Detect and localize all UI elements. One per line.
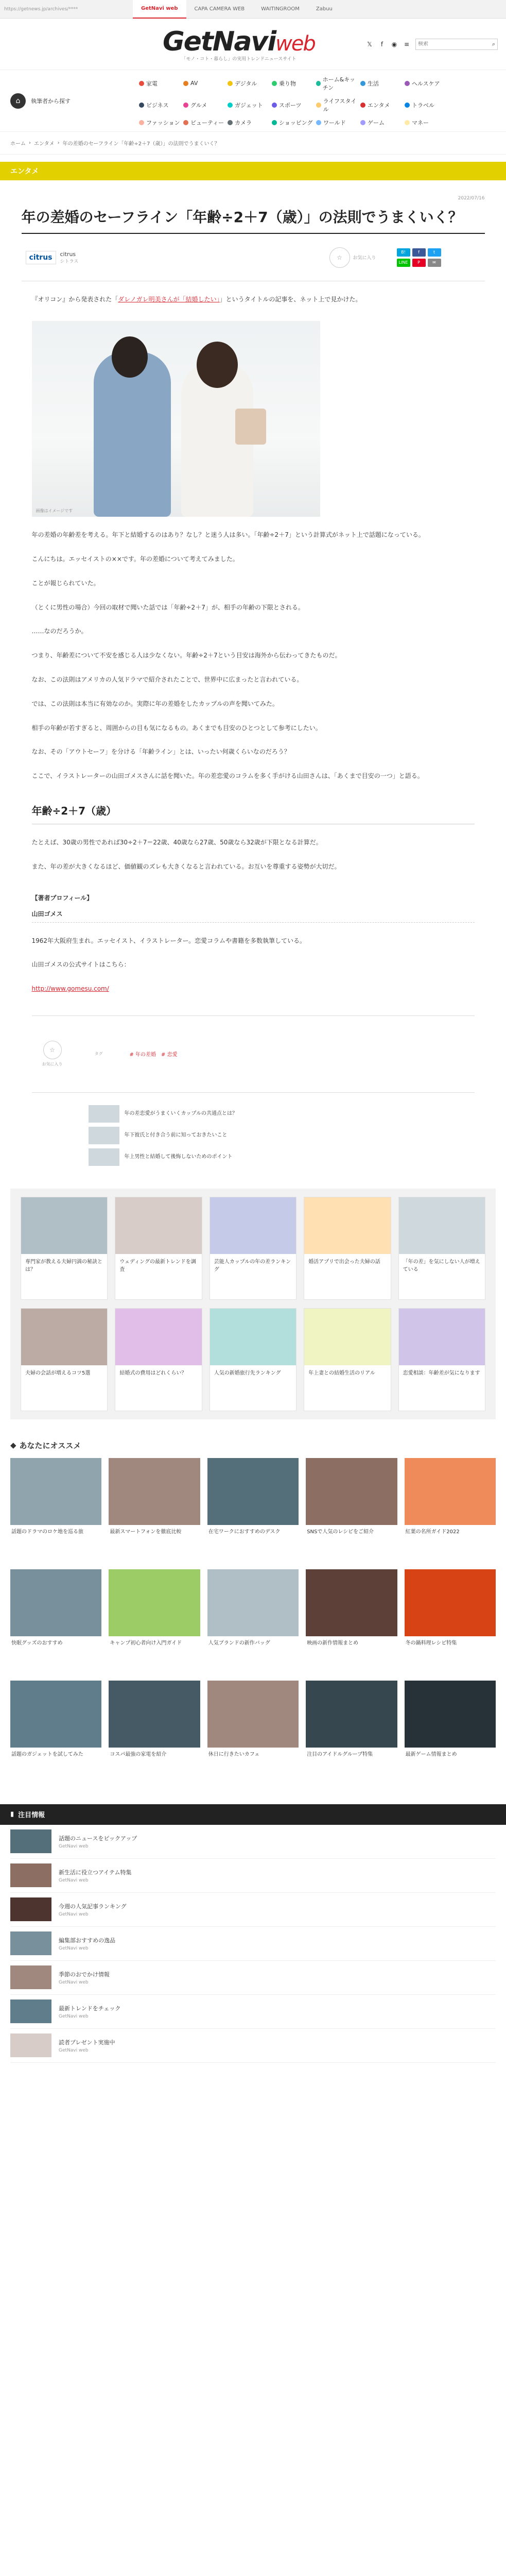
category-dot-icon xyxy=(316,103,321,108)
featured-list xyxy=(0,1825,506,2063)
rss-icon[interactable]: ◉ xyxy=(391,40,397,48)
category-dot-icon xyxy=(272,120,277,125)
article-card[interactable] xyxy=(10,1458,101,1561)
related-title: 年上男性と結婚して後悔しないためのポイント xyxy=(124,1154,233,1160)
article-card[interactable] xyxy=(398,1308,485,1411)
category-label: トラベル xyxy=(412,101,434,109)
article-paragraph: では、この法則は本当に有効なのか。実際に年の差婚をしたカップルの声を聞いてみた。 xyxy=(31,700,278,707)
article-paragraph: ……なのだろうか。 xyxy=(31,628,88,635)
card-thumbnail xyxy=(115,1197,201,1254)
twitter-icon[interactable]: 𝕏 xyxy=(367,40,372,48)
top-bar xyxy=(0,0,506,19)
category-dot-icon xyxy=(360,103,365,108)
card-title: 芸能人カップルの年の差ランキング xyxy=(214,1259,291,1273)
card-thumbnail xyxy=(405,1569,496,1636)
category-item[interactable] xyxy=(139,118,183,127)
card-thumbnail xyxy=(210,1309,296,1365)
subhead-paragraphs xyxy=(32,837,475,873)
card-title: 年上妻との結婚生活のリアル xyxy=(308,1370,375,1376)
category-label: カメラ xyxy=(235,119,252,126)
article-card[interactable] xyxy=(210,1308,296,1411)
share-button[interactable]: P xyxy=(412,259,426,267)
category-dot-icon xyxy=(183,103,188,108)
category-item[interactable] xyxy=(228,75,272,92)
card-title: コスパ最強の家電を紹介 xyxy=(110,1751,167,1757)
category-label: ガジェット xyxy=(235,101,263,109)
author[interactable] xyxy=(26,251,252,264)
tag-favorite[interactable] xyxy=(37,1041,68,1067)
card-title: 快眠グッズのおすすめ xyxy=(11,1640,63,1646)
article-card[interactable] xyxy=(306,1569,397,1672)
card-thumbnail xyxy=(10,1458,101,1525)
article-paragraph: つまり、年齢差について不安を感じる人は少なくない。年齢÷2＋7という目安は海外から伝わってきたものだ。 xyxy=(31,652,341,659)
featured-title: 今週の人気記事ランキング GetNavi web xyxy=(59,1903,127,1917)
article-card[interactable] xyxy=(10,1681,101,1784)
category-dot-icon xyxy=(405,103,410,108)
card-title: 注目のアイドルグループ特集 xyxy=(307,1751,373,1757)
category-item[interactable] xyxy=(272,118,316,127)
facebook-icon[interactable]: f xyxy=(380,40,383,48)
category-label: ホーム&キッチン xyxy=(322,76,356,91)
photo-credit: 画像はイメージです xyxy=(36,509,73,514)
tag-section xyxy=(83,1051,114,1057)
article-paragraph: ことが報じられていた。 xyxy=(31,579,100,587)
card-title: 「年の差」を気にしない人が増えている xyxy=(403,1259,480,1273)
category-label: AV xyxy=(190,80,198,87)
card-title: 夫婦の会話が増えるコツ5選 xyxy=(25,1370,91,1376)
featured-title: 話題のニュースをピックアップ GetNavi web xyxy=(59,1835,137,1849)
featured-title: 新生活に役立つアイテム特集 GetNavi web xyxy=(59,1869,132,1883)
card-title: SNSで人気のレシピをご紹介 xyxy=(307,1529,374,1535)
related-title: 年の差恋愛がうまくいくカップルの共通点とは？ xyxy=(124,1110,237,1116)
article-card[interactable] xyxy=(21,1197,108,1300)
article-card[interactable] xyxy=(109,1569,200,1672)
section-header: エンタメ xyxy=(0,162,506,180)
card-title: 話題のドラマのロケ地を巡る旅 xyxy=(11,1529,83,1535)
profile-paragraphs xyxy=(32,935,475,971)
category-item[interactable] xyxy=(183,75,228,92)
tag-list[interactable]: # 年の差婚 # 恋愛 xyxy=(129,1052,178,1058)
share-button[interactable]: t xyxy=(428,248,441,257)
article-card[interactable] xyxy=(304,1197,391,1300)
share-button[interactable]: LINE xyxy=(397,259,410,267)
search-box xyxy=(415,39,498,50)
breadcrumb-home[interactable]: ホーム xyxy=(10,141,26,147)
featured-source: GetNavi web xyxy=(59,1911,89,1917)
article-title: 年の差婚のセーフライン「年齢÷2＋7（歳）」の法則でうまくいく？ xyxy=(21,209,463,226)
category-label: ライフスタイル xyxy=(323,97,357,113)
category-item[interactable] xyxy=(316,118,360,127)
top-tab-zabuu[interactable]: Zabuu xyxy=(316,6,333,12)
article-card[interactable] xyxy=(109,1681,200,1784)
category-item[interactable] xyxy=(360,75,405,92)
menu-icon[interactable]: ≡ xyxy=(404,40,410,48)
card-thumbnail xyxy=(21,1309,107,1365)
card-thumbnail xyxy=(306,1681,397,1748)
breadcrumb-separator: › xyxy=(57,140,60,146)
article-paragraph: ここで、イラストレーターの山田ゴメスさんに話を聞いた。年の差恋愛のコラムを多く手がける山田さんは、「あくまで目安の一つ」と語る。 xyxy=(31,772,424,780)
category-item[interactable] xyxy=(405,97,449,113)
category-dot-icon xyxy=(228,103,233,108)
article-paragraph: 1962年大阪府生まれ。エッセイスト、イラストレーター。恋愛コラムや書籍を多数執筆している。 xyxy=(31,937,306,944)
card-thumbnail xyxy=(399,1197,485,1254)
article-paragraph: 相手の年齢が若すぎると、周囲からの目も気になるもの。あくまでも目安のひとつとして参考にしたい。 xyxy=(31,724,322,732)
card-title: 在宅ワークにおすすめのデスク xyxy=(208,1529,281,1535)
article-card[interactable] xyxy=(115,1308,202,1411)
top-url: https://getnews.jp/archives/**** xyxy=(4,6,78,12)
featured-thumbnail xyxy=(10,1931,51,1955)
article-card[interactable] xyxy=(109,1458,200,1561)
featured-thumbnail xyxy=(10,2033,51,2057)
card-thumbnail xyxy=(10,1681,101,1748)
card-thumbnail xyxy=(306,1458,397,1525)
category-label: 生活 xyxy=(368,80,379,87)
card-thumbnail xyxy=(109,1569,200,1636)
category-dot-icon xyxy=(405,81,410,86)
card-title: 話題のガジェットを試してみた xyxy=(11,1751,83,1757)
related-thumbnail xyxy=(89,1105,119,1123)
category-item[interactable] xyxy=(360,118,405,127)
article-paragraph: 年の差婚の年齢差を考える。年下と結婚するのはあり？なし？と迷う人は多い。「年齢÷2＋7」という計算式がネット上で話題になっている。 xyxy=(31,531,425,539)
category-item[interactable] xyxy=(183,118,228,127)
card-title: キャンプ初心者向け入門ガイド xyxy=(110,1640,182,1646)
category-dot-icon xyxy=(183,120,188,125)
featured-title: 読者プレゼント実施中 GetNavi web xyxy=(59,2039,115,2053)
featured-thumbnail xyxy=(10,1999,51,2023)
author-search-label[interactable]: 執筆者から探す xyxy=(31,97,71,105)
article-card[interactable] xyxy=(405,1569,496,1672)
category-dot-icon xyxy=(139,120,144,125)
card-thumbnail xyxy=(306,1569,397,1636)
card-title: ウェディングの最新トレンドを調査 xyxy=(119,1259,196,1273)
related-articles xyxy=(32,1103,475,1168)
category-item[interactable] xyxy=(183,97,228,113)
category-label: デジタル xyxy=(235,80,257,87)
article-paragraph: こんにちは。エッセイストの××です。年の差婚について考えてみました。 xyxy=(31,555,239,563)
card-thumbnail xyxy=(304,1309,390,1365)
category-nav xyxy=(0,70,506,132)
breadcrumb-separator: › xyxy=(29,140,31,146)
related-thumbnail xyxy=(89,1127,119,1144)
card-thumbnail xyxy=(115,1309,201,1365)
card-thumbnail xyxy=(207,1458,299,1525)
search-icon[interactable]: ⌕ xyxy=(492,40,495,47)
article-card[interactable] xyxy=(210,1197,296,1300)
category-label: グルメ xyxy=(190,101,207,109)
featured-thumbnail xyxy=(10,1965,51,1989)
category-dot-icon xyxy=(139,103,144,108)
article-date: 2022/07/16 xyxy=(458,196,485,201)
card-thumbnail xyxy=(207,1569,299,1636)
top-tab-waiting[interactable]: WAITINGROOM xyxy=(261,6,300,12)
category-item[interactable] xyxy=(139,97,183,113)
category-label: 家電 xyxy=(146,80,158,87)
card-title: 最新ゲーム情報まとめ xyxy=(405,1751,457,1757)
featured-item[interactable] xyxy=(10,1825,496,1859)
card-thumbnail xyxy=(21,1197,107,1254)
category-label: エンタメ xyxy=(368,101,390,109)
article-card[interactable] xyxy=(207,1681,299,1784)
card-thumbnail xyxy=(109,1458,200,1525)
card-title: 専門家が教える夫婦円満の秘訣とは？ xyxy=(25,1259,102,1273)
featured-item[interactable] xyxy=(10,1859,496,1893)
author-subname: シトラス xyxy=(60,259,79,264)
profile-name: 山田ゴメス xyxy=(32,909,475,923)
share-button[interactable]: B! xyxy=(397,248,410,257)
article xyxy=(22,180,485,1168)
category-item[interactable] xyxy=(405,75,449,92)
featured-source: GetNavi web xyxy=(59,1877,89,1883)
category-item[interactable] xyxy=(228,118,272,127)
article-grid xyxy=(10,1189,496,1419)
article-paragraph: 『オリコン』から発表された「ダレノガレ明美さんが「結婚したい」」というタイトルの記事を、ネット上で見かけた。 xyxy=(31,296,362,303)
article-card[interactable] xyxy=(207,1569,299,1672)
card-thumbnail xyxy=(405,1681,496,1748)
category-label: ビジネス xyxy=(146,101,169,109)
article-card[interactable] xyxy=(207,1458,299,1561)
featured-item[interactable] xyxy=(10,2029,496,2063)
card-thumbnail xyxy=(399,1309,485,1365)
featured-item[interactable] xyxy=(10,1995,496,2029)
card-title: 最新スマートフォンを徹底比較 xyxy=(110,1529,182,1535)
top-tab-getnavi[interactable]: GetNavi web xyxy=(133,0,186,19)
category-dot-icon xyxy=(272,81,277,86)
category-item[interactable] xyxy=(316,97,360,113)
featured-title: 編集部おすすめの逸品 GetNavi web xyxy=(59,1937,116,1951)
category-item[interactable] xyxy=(228,97,272,113)
photo-woman-head xyxy=(197,342,238,388)
category-label: ショッピング xyxy=(279,119,313,126)
category-label: ゲーム xyxy=(368,119,385,126)
share-button[interactable]: f xyxy=(412,248,426,257)
recommend-icon: ◆ xyxy=(10,1440,16,1450)
featured-header: ▮ 注目情報 xyxy=(0,1804,506,1825)
article-card[interactable] xyxy=(405,1458,496,1561)
logo-suffix: web xyxy=(275,32,315,56)
featured-item[interactable] xyxy=(10,1927,496,1961)
category-label: ヘルスケア xyxy=(412,80,440,87)
card-thumbnail xyxy=(210,1197,296,1254)
logo-subtitle: 「モノ・コト・暮らし」の実用トレンドニュースサイト xyxy=(181,57,296,62)
category-item[interactable] xyxy=(360,97,405,113)
favorite-icon[interactable]: ☆ xyxy=(43,1041,62,1059)
photo-man-head xyxy=(112,336,148,378)
category-item[interactable] xyxy=(316,75,360,92)
logo[interactable] xyxy=(163,26,315,62)
article-paragraph: たとえば、30歳の男性であれば30÷2＋7＝22歳、40歳なら27歳、50歳なら32歳が下限となる計算だ。 xyxy=(31,838,322,846)
card-title: 冬の鍋料理レシピ特集 xyxy=(405,1640,457,1646)
card-thumbnail xyxy=(207,1681,299,1748)
category-dot-icon xyxy=(139,81,144,86)
search-input[interactable] xyxy=(418,41,492,47)
author-name: citrus シトラス xyxy=(60,250,79,264)
related-item[interactable] xyxy=(89,1125,475,1146)
category-item[interactable] xyxy=(272,97,316,113)
category-dot-icon xyxy=(272,103,277,108)
grid-cards xyxy=(21,1197,485,1411)
category-dot-icon xyxy=(316,81,321,86)
related-title: 年下彼氏と付き合う前に知っておきたいこと xyxy=(124,1132,228,1138)
favorite-icon[interactable]: ☆ xyxy=(329,247,350,268)
article-paragraph: （とくに男性の場合）今回の取材で聞いた話では「年齢÷2＋7」が、相手の年齢の下限とされる。 xyxy=(31,603,304,611)
category-dot-icon xyxy=(360,81,365,86)
article-paragraph: なお、その「アウトセーフ」を分ける「年齢ライン」とは、いったい何歳くらいなのだろう？ xyxy=(31,748,290,756)
category-label: 乗り物 xyxy=(279,80,296,87)
recommend-grid xyxy=(10,1458,496,1784)
featured-title: 季節のおでかけ情報 GetNavi web xyxy=(59,1971,110,1985)
category-item[interactable] xyxy=(272,75,316,92)
related-item[interactable] xyxy=(89,1103,475,1125)
featured-source: GetNavi web xyxy=(59,2047,89,2053)
article-card[interactable] xyxy=(405,1681,496,1784)
tag-favorite-label: お気に入り xyxy=(42,1062,63,1067)
article-card[interactable] xyxy=(306,1681,397,1784)
article-subhead: 年齢÷2＋7（歳） xyxy=(31,804,117,817)
favorite-label: お気に入り xyxy=(353,256,376,261)
card-title: 映画の新作情報まとめ xyxy=(307,1640,359,1646)
card-thumbnail xyxy=(109,1681,200,1748)
recommend-title: ◆ あなたにオススメ xyxy=(10,1440,81,1450)
byline xyxy=(22,234,485,281)
category-label: ビューティー xyxy=(190,119,224,126)
article-paragraphs xyxy=(32,529,475,782)
featured-item[interactable] xyxy=(10,1893,496,1927)
featured-source: GetNavi web xyxy=(59,2013,89,2019)
category-dot-icon xyxy=(228,120,233,125)
tags-box xyxy=(32,1015,475,1093)
card-thumbnail xyxy=(10,1569,101,1636)
category-item[interactable] xyxy=(405,118,449,127)
category-dot-icon xyxy=(228,81,233,86)
breadcrumb xyxy=(0,132,506,155)
featured-item[interactable] xyxy=(10,1961,496,1995)
article-photo xyxy=(32,321,320,517)
top-tab-capa[interactable]: CAPA CAMERA WEB xyxy=(194,6,245,12)
card-thumbnail xyxy=(304,1197,390,1254)
author-logo: citrus xyxy=(26,251,56,264)
profile-link[interactable]: http://www.gomesu.com/ xyxy=(31,985,109,993)
category-label: マネー xyxy=(412,119,429,126)
article-card[interactable] xyxy=(306,1458,397,1561)
article-paragraph: なお、この法則はアメリカの人気ドラマで紹介されたことで、世界中に広まったと言われている。 xyxy=(31,675,303,683)
featured-icon: ▮ xyxy=(10,1810,14,1819)
featured-title: 最新トレンドをチェック GetNavi web xyxy=(59,2005,121,2019)
article-card[interactable] xyxy=(398,1197,485,1300)
featured-thumbnail xyxy=(10,1829,51,1853)
article-card[interactable] xyxy=(304,1308,391,1411)
article-paragraph: また、年の差が大きくなるほど、価値観のズレも大きくなると言われている。お互いを尊重する姿勢が大切だ。 xyxy=(31,862,341,870)
category-label: スポーツ xyxy=(279,101,302,109)
logo-main: GetNavi xyxy=(163,26,276,57)
header-actions xyxy=(366,39,498,50)
card-title: 人気の新婚旅行先ランキング xyxy=(214,1370,281,1376)
card-title: 紅葉の名所ガイド2022 xyxy=(405,1529,460,1535)
featured-thumbnail xyxy=(10,1863,51,1887)
card-title: 休日に行きたいカフェ xyxy=(208,1751,260,1757)
share-buttons xyxy=(397,248,453,267)
article-link[interactable]: ダレノガレ明美さんが「結婚したい」 xyxy=(118,296,220,303)
article-body xyxy=(22,294,485,1168)
category-label: ファッション xyxy=(146,119,180,126)
card-title: 人気ブランドの新作バッグ xyxy=(208,1640,270,1646)
article-card[interactable] xyxy=(10,1569,101,1672)
article-card[interactable] xyxy=(115,1197,202,1300)
category-item[interactable] xyxy=(139,75,183,92)
category-dot-icon xyxy=(360,120,365,125)
home-icon[interactable]: ⌂ xyxy=(10,93,26,109)
category-grid xyxy=(139,75,449,127)
category-dot-icon xyxy=(316,120,321,125)
breadcrumb-current: 年の差婚のセーフライン「年齢÷2＋7（歳）」の法則でうまくいく？ xyxy=(62,141,220,147)
featured-source: GetNavi web xyxy=(59,1945,89,1951)
profile-heading: 【著者プロフィール】 xyxy=(31,894,93,902)
card-title: 婚活アプリで出会った夫婦の話 xyxy=(308,1259,380,1265)
category-dot-icon xyxy=(183,81,188,86)
category-label: ワールド xyxy=(323,119,346,126)
featured-source: GetNavi web xyxy=(59,1979,89,1985)
featured-thumbnail xyxy=(10,1897,51,1921)
breadcrumb-category[interactable]: エンタメ xyxy=(34,141,55,147)
related-item[interactable] xyxy=(89,1146,475,1168)
card-title: 恋愛相談：年齢差が気になります xyxy=(403,1370,480,1376)
card-thumbnail xyxy=(405,1458,496,1525)
category-dot-icon xyxy=(405,120,410,125)
tag-label: タグ xyxy=(94,1052,103,1057)
site-header xyxy=(0,19,506,70)
related-thumbnail xyxy=(89,1148,119,1166)
article-paragraph: 山田ゴメスの公式サイトはこちら： xyxy=(31,961,130,969)
featured-source: GetNavi web xyxy=(59,1843,89,1849)
share-button[interactable]: ✉ xyxy=(428,259,441,267)
photo-bag xyxy=(235,409,266,445)
article-card[interactable] xyxy=(21,1308,108,1411)
card-title: 結婚式の費用はどれくらい？ xyxy=(119,1370,187,1376)
